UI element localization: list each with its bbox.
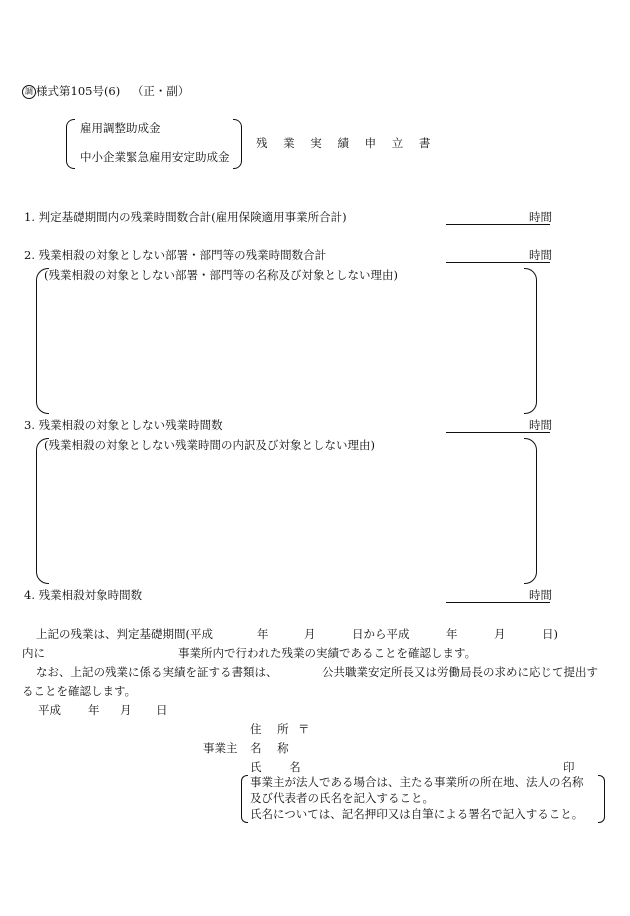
item-1-unit: 時間 — [529, 210, 552, 224]
statement-from-day: 日から平成 — [352, 627, 410, 641]
postal-mark: 〒 — [298, 722, 310, 736]
form-code: 様式第105号(6) — [36, 84, 121, 98]
item-4-unit: 時間 — [529, 588, 552, 602]
statement-year2: 年 — [446, 627, 458, 641]
item-2-box-note: (残業相殺の対象としない部署・部門等の名称及び対象としない理由) — [44, 268, 398, 282]
date-era: 平成 — [38, 703, 61, 717]
item-4-field[interactable] — [446, 602, 550, 603]
form-mark: 調 — [22, 85, 36, 99]
item-2-label: 2. 残業相殺の対象としない部署・部門等の残業時間数合計 — [24, 248, 327, 262]
item-2-field[interactable] — [446, 262, 550, 263]
item-1-label: 1. 判定基礎期間内の残業時間数合計(雇用保険適用事業所合計) — [24, 210, 347, 224]
person-name-label: 氏 名 — [250, 760, 313, 774]
subsidy-brace-left — [66, 119, 75, 169]
item-4-label: 4. 残業相殺対象時間数 — [24, 588, 143, 602]
notes-brace-right — [598, 775, 605, 823]
statement-month2: 月 — [494, 627, 506, 641]
item-1-field[interactable] — [446, 224, 550, 225]
statement-line3: なお、上記の残業に係る実績を証する書類は、 — [36, 665, 278, 679]
item-3-field[interactable] — [446, 432, 550, 433]
item-3-box-note: (残業相殺の対象としない残業時間の内訳及び対象としない理由) — [44, 438, 375, 452]
note-line-1: 事業主が法人である場合は、主たる事業所の所在地、法人の名称 — [250, 775, 584, 789]
notes-brace-left — [241, 775, 248, 823]
form-number — [22, 85, 189, 99]
document-title: 残 業 実 績 申 立 書 — [256, 136, 437, 150]
employer-label: 事業主 — [203, 741, 238, 755]
subsidy-name-2: 中小企業緊急雇用安定助成金 — [80, 150, 230, 164]
seal-mark: 印 — [563, 760, 575, 774]
subsidy-brace-right — [233, 119, 242, 169]
statement-line1: 上記の残業は、判定基礎期間(平成 — [36, 627, 213, 641]
company-name-label: 名 称 — [250, 741, 295, 755]
statement-month1: 月 — [304, 627, 316, 641]
date-day: 日 — [156, 703, 168, 717]
statement-day2: 日) — [542, 627, 558, 641]
statement-year1: 年 — [257, 627, 269, 641]
statement-line2-start: 内に — [22, 646, 45, 660]
date-year: 年 — [88, 703, 100, 717]
item-3-box-right — [524, 438, 537, 584]
date-month: 月 — [120, 703, 132, 717]
copy-type: （正・副） — [131, 84, 190, 98]
item-3-box-left[interactable] — [36, 438, 49, 584]
note-line-3: 氏名については、記名押印又は自筆による署名で記入すること。 — [250, 807, 584, 821]
statement-line4: ることを確認します。 — [22, 684, 137, 698]
item-2-box-right — [524, 268, 537, 414]
statement-line2-end: 事業所内で行われた残業の実績であることを確認します。 — [178, 646, 477, 660]
note-line-2: 及び代表者の氏名を記入すること。 — [250, 791, 434, 805]
item-2-box-left[interactable] — [36, 268, 49, 414]
address-label: 住 所 — [250, 722, 295, 736]
statement-line3-end: 公共職業安定所長又は労働局長の求めに応じて提出す — [322, 665, 598, 679]
item-3-unit: 時間 — [529, 418, 552, 432]
subsidy-name-1: 雇用調整助成金 — [80, 121, 161, 135]
item-3-label: 3. 残業相殺の対象としない残業時間数 — [24, 418, 223, 432]
item-2-unit: 時間 — [529, 248, 552, 262]
